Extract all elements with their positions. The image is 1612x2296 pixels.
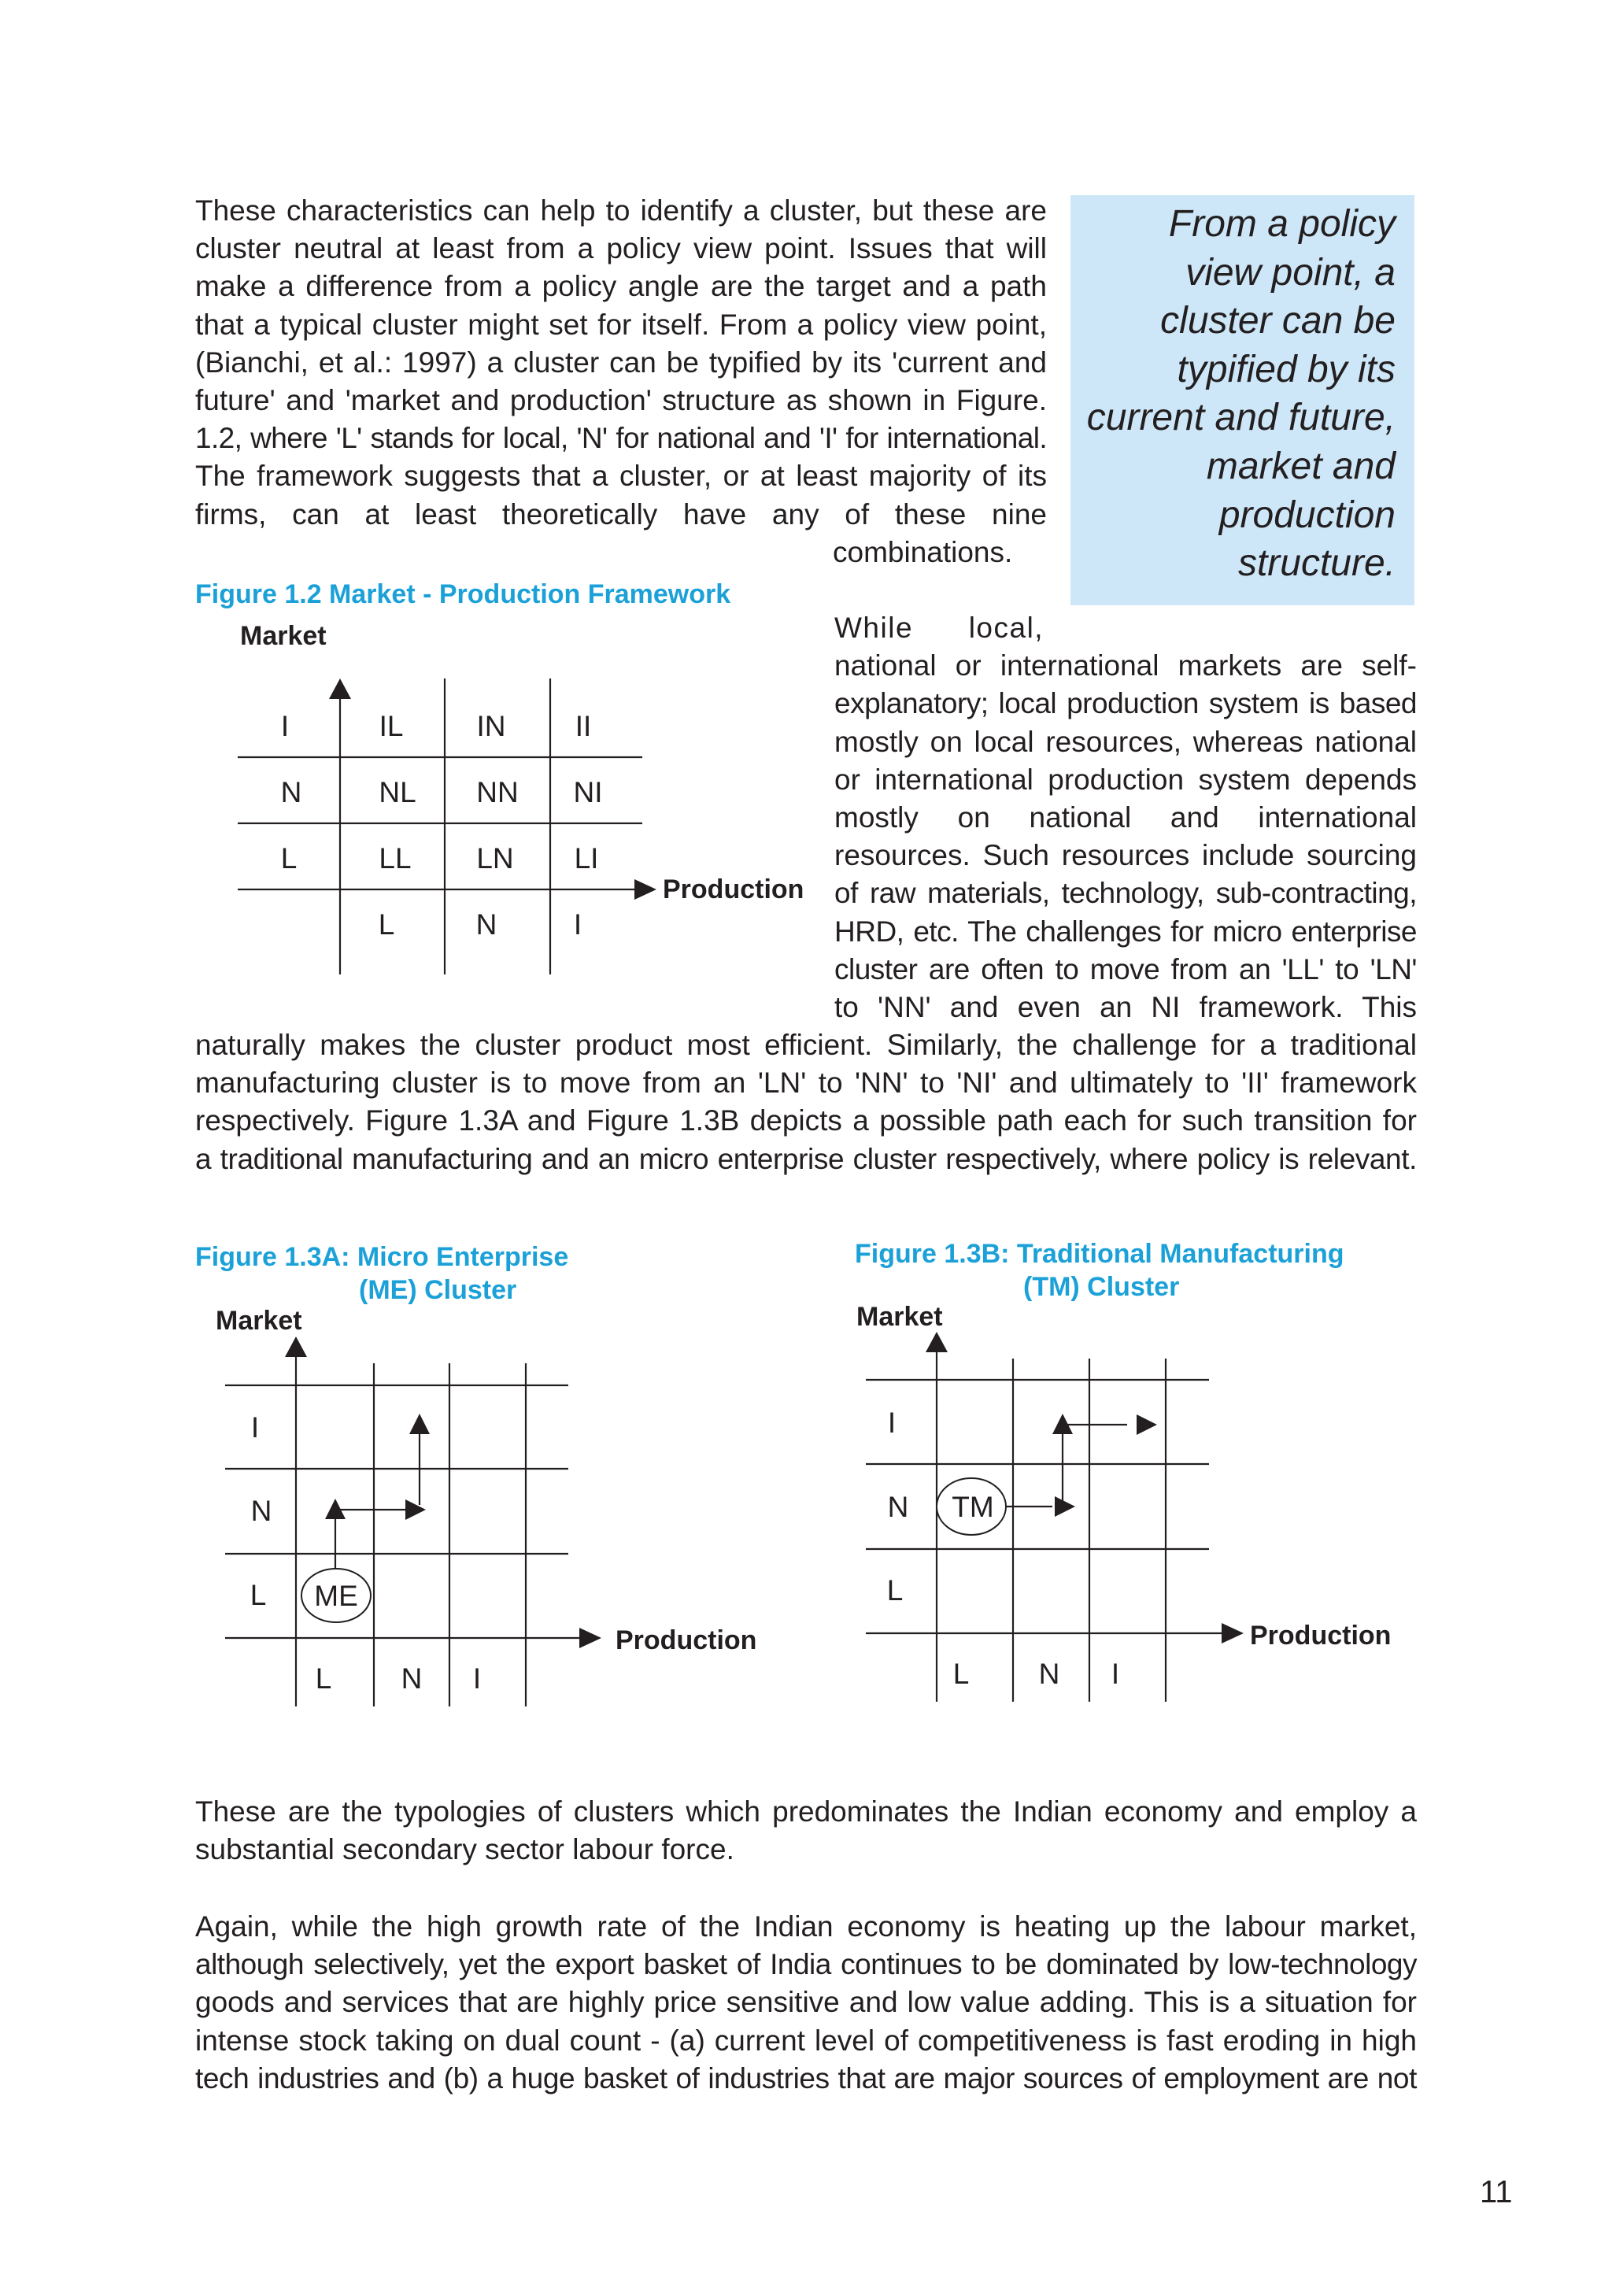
market-axis-arrowhead (926, 1332, 948, 1352)
row-label: N (887, 1491, 909, 1523)
figure-1-3a-market-label: Market (216, 1306, 302, 1336)
economy-line: although selectively, yet the export basket of India continues to be dominated by low-technology (195, 1948, 1417, 1981)
side-line: explanatory; local production system is based (834, 687, 1417, 720)
grid-cell: N (280, 776, 302, 808)
pull-quote-line: cluster can be (1160, 300, 1396, 342)
figure-1-3a-title-line: Figure 1.3A: Micro Enterprise (195, 1242, 569, 1272)
grid-cell: IL (379, 710, 404, 742)
figure-1-2-production-label: Production (663, 874, 804, 904)
side-line: resources. Such resources include sourcing (834, 839, 1417, 872)
column-label: I (472, 1662, 482, 1695)
column-label: I (1111, 1658, 1120, 1690)
column-label: N (1038, 1658, 1060, 1690)
typologies-paragraph (195, 1793, 1417, 1869)
page-number: 11 (1480, 2175, 1513, 2209)
economy-line: goods and services that are highly price sensitive and low value adding. This is a situation for (195, 1986, 1417, 2019)
row-label: L (886, 1574, 904, 1606)
economy-line: intense stock taking on dual count - (a) current level of competitiveness is fast eroding in high (195, 2024, 1417, 2057)
figure-1-3b-lines (866, 1351, 1223, 1702)
pull-quote-line: From a policy (1168, 203, 1396, 245)
typologies-line: These are the typologies of clusters which predominates the Indian economy and employ a (195, 1795, 1417, 1828)
figure-1-3b-market-label: Market (856, 1302, 943, 1332)
intro-line: firms, can at least theoretically have any of these nine (195, 497, 1047, 531)
row-label: L (250, 1579, 267, 1611)
column-label: L (952, 1658, 970, 1690)
economy-line: Again, while the high growth rate of the Indian economy is heating up the labour market, (195, 1910, 1417, 1943)
grid-cell: I (573, 908, 582, 941)
intro-line: make a difference from a policy angle are the target and a path (195, 270, 1047, 303)
figure-1-3b-title-line: (TM) Cluster (1023, 1272, 1180, 1302)
intro-line: These characteristics can help to identify a cluster, but these are (195, 194, 1047, 227)
figure-1-2-market-label: Market (240, 621, 327, 651)
figure-1-2-title: Figure 1.2 Market - Production Framework (195, 579, 731, 609)
side-line: mostly on national and international (834, 801, 1417, 834)
intro-line: The framework suggests that a cluster, or at least majority of its (195, 460, 1047, 493)
column-label: L (315, 1662, 332, 1695)
pull-quote-line: current and future, (1086, 397, 1396, 439)
column-label: N (401, 1662, 423, 1695)
pull-quote-line: typified by its (1177, 348, 1396, 390)
intro-line: cluster neutral at least from a policy view point. Issues that will (195, 232, 1047, 265)
side-line: HRD, etc. The challenges for micro enterprise (834, 915, 1417, 948)
side-line: or international production system depends (834, 763, 1417, 796)
row-label: N (250, 1495, 272, 1527)
figure-1-3a-production-label: Production (616, 1625, 757, 1655)
full-line: a traditional manufacturing and an micro enterprise cluster respectively, where policy is relevant. (195, 1142, 1417, 1175)
grid-cell: LI (574, 842, 599, 874)
grid-cell: NN (476, 776, 519, 808)
typologies-line: substantial secondary sector labour force. (195, 1833, 734, 1866)
grid-cell: IN (476, 710, 506, 742)
figure-1-3a-title-line: (ME) Cluster (359, 1275, 517, 1305)
grid-cell: NI (573, 776, 603, 808)
figure-1-3b-title-line: Figure 1.3B: Traditional Manufacturing (855, 1239, 1344, 1269)
side-line: to 'NN' and even an NI framework. This (834, 991, 1417, 1024)
path-arrowhead-right (1137, 1414, 1157, 1435)
pull-quote-line: structure. (1237, 542, 1396, 585)
row-label: I (887, 1407, 897, 1439)
grid-cell: N (475, 908, 497, 941)
intro-line: combinations. (833, 535, 1013, 568)
full-line: respectively. Figure 1.3A and Figure 1.3B depicts a possible path each for such transition for (195, 1104, 1417, 1137)
pull-quote-line: market and (1206, 445, 1396, 487)
grid-cell: L (378, 908, 395, 941)
side-line: national or international markets are self- (834, 649, 1417, 682)
side-line: mostly on local resources, whereas national (834, 725, 1417, 758)
pull-quote-line: view point, a (1185, 251, 1396, 294)
grid-cell: LL (379, 842, 412, 874)
full-line: naturally makes the cluster product most efficient. Similarly, the challenge for a traditional (195, 1029, 1417, 1061)
tm-cluster-label: TM (952, 1491, 994, 1523)
side-line: While local, (834, 612, 1044, 644)
path-arrowhead-right (1055, 1496, 1075, 1517)
intro-line: that a typical cluster might set for itself. From a policy view point, (195, 308, 1047, 341)
intro-line: 1.2, where 'L' stands for local, 'N' for national and 'I' for international. (195, 422, 1047, 455)
grid-cell: I (280, 710, 290, 742)
grid-cell: L (280, 842, 298, 874)
full-line: manufacturing cluster is to move from an 'LN' to 'NN' to 'NI' and ultimately to 'II' framework (195, 1067, 1417, 1100)
grid-cell: NL (379, 776, 416, 808)
figure-1-3b-production-label: Production (1250, 1621, 1392, 1651)
side-line: cluster are often to move from an 'LL' to 'LN' (834, 952, 1417, 985)
intro-line: future' and 'market and production' structure as shown in Figure. (195, 384, 1047, 417)
intro-line: (Bianchi, et al.: 1997) a cluster can be typified by its 'current and (195, 346, 1047, 379)
economy-paragraph (195, 1908, 1417, 2098)
economy-line: tech industries and (b) a huge basket of industries that are major sources of employment are not (195, 2061, 1417, 2094)
production-axis-arrowhead (1222, 1623, 1244, 1643)
grid-cell: LN (476, 842, 514, 874)
me-cluster-label: ME (314, 1580, 358, 1612)
row-label: I (250, 1411, 260, 1444)
pull-quote-line: production (1218, 494, 1396, 536)
side-line: of raw materials, technology, sub-contracting, (834, 877, 1417, 910)
grid-cell: II (575, 710, 592, 742)
